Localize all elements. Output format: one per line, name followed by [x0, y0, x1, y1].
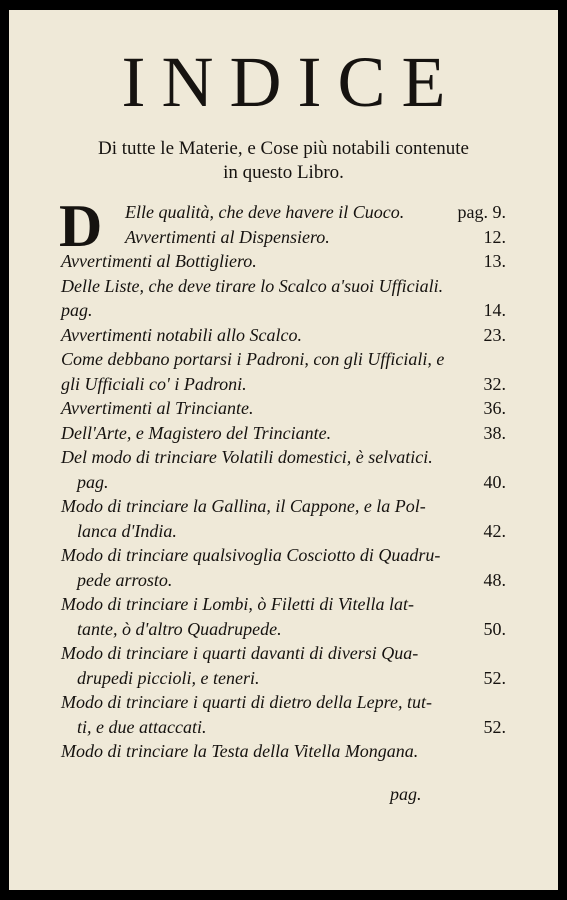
entry-text: ti, e due attaccati. — [77, 716, 207, 737]
entry-text: Modo di trinciare i quarti di dietro della Lepre, tut- — [61, 692, 432, 712]
entry-text: Modo di trinciare la Testa della Vitella Mongana. — [61, 741, 419, 761]
entry-text: Avvertimenti notabili allo Scalco. — [61, 324, 302, 345]
entry-text: tante, ò d'altro Quadrupede. — [77, 618, 282, 639]
index-entry — [61, 494, 506, 543]
entry-text: Delle Liste, che deve tirare lo Scalco a'suoi Ufficiali. — [61, 275, 444, 296]
index-entry — [61, 445, 506, 494]
page-number: 32. — [483, 373, 506, 394]
entry-text: Del modo di trinciare Volatili domestici, è selvatici. — [61, 447, 433, 467]
page-number: 38. — [483, 422, 506, 443]
page-number: 42. — [483, 520, 506, 541]
index-entry — [61, 274, 506, 323]
entry-text: Elle qualità, che deve havere il Cuoco. — [125, 202, 405, 222]
index-entry — [61, 323, 506, 348]
index-entries — [59, 193, 506, 764]
entry-text: Modo di trinciare qualsivoglia Cosciotto di Quadru- — [61, 545, 441, 565]
drop-cap: D — [59, 193, 103, 259]
page-number: 23. — [483, 324, 506, 345]
entry-text: Avvertimenti al Trinciante. — [61, 398, 254, 418]
page-number: 52. — [483, 716, 506, 737]
entry-text: Dell'Arte, e Magistero del Trinciante. — [61, 422, 332, 443]
entry-text: drupedi piccioli, e teneri. — [77, 667, 260, 688]
entry-text: pede arrosto. — [77, 569, 173, 590]
page-number: pag. 9. — [457, 202, 506, 222]
page-number: 52. — [483, 667, 506, 688]
entry-text: pag. — [61, 300, 93, 320]
entry-text: gli Ufficiali co' i Padroni. — [61, 373, 247, 394]
index-entry — [61, 249, 506, 274]
page-number: 50. — [483, 618, 506, 639]
index-entry — [61, 592, 506, 641]
page-number: 48. — [483, 569, 506, 590]
subtitle-line: Di tutte le Materie, e Cose più notabili contenute — [98, 138, 469, 159]
subtitle-line: in questo Libro. — [223, 162, 344, 183]
entry-text: Avvertimenti al Bottigliero. — [61, 251, 257, 271]
page-number: 13. — [483, 251, 506, 271]
index-entry — [61, 347, 506, 396]
entry-text: Avvertimenti al Dispensiero. — [125, 226, 330, 247]
index-entry — [61, 396, 506, 421]
entry-text: pag. — [77, 471, 109, 492]
index-entry — [61, 641, 506, 690]
index-entry — [61, 690, 506, 739]
page-number: 12. — [483, 226, 506, 247]
page-title: INDICE — [121, 42, 462, 122]
index-entry — [59, 193, 506, 259]
page-number: 36. — [483, 398, 506, 418]
index-entry — [61, 421, 506, 446]
entry-text: Modo di trinciare la Gallina, il Cappone, e la Pol- — [61, 496, 426, 516]
continuation-pag: pag. — [390, 784, 422, 804]
book-page — [9, 10, 558, 890]
page-number: 14. — [483, 300, 506, 320]
entry-text: Modo di trinciare i Lombi, ò Filetti di Vitella lat- — [61, 594, 414, 614]
entry-text: lanca d'India. — [77, 520, 177, 541]
page-subtitle — [9, 137, 558, 185]
index-entry — [61, 739, 506, 764]
entry-text: Modo di trinciare i quarti davanti di diversi Qua- — [61, 643, 419, 663]
entry-text: Come debbano portarsi i Padroni, con gli Ufficiali, e — [61, 349, 445, 369]
index-entry — [61, 543, 506, 592]
page-number: 40. — [483, 471, 506, 492]
